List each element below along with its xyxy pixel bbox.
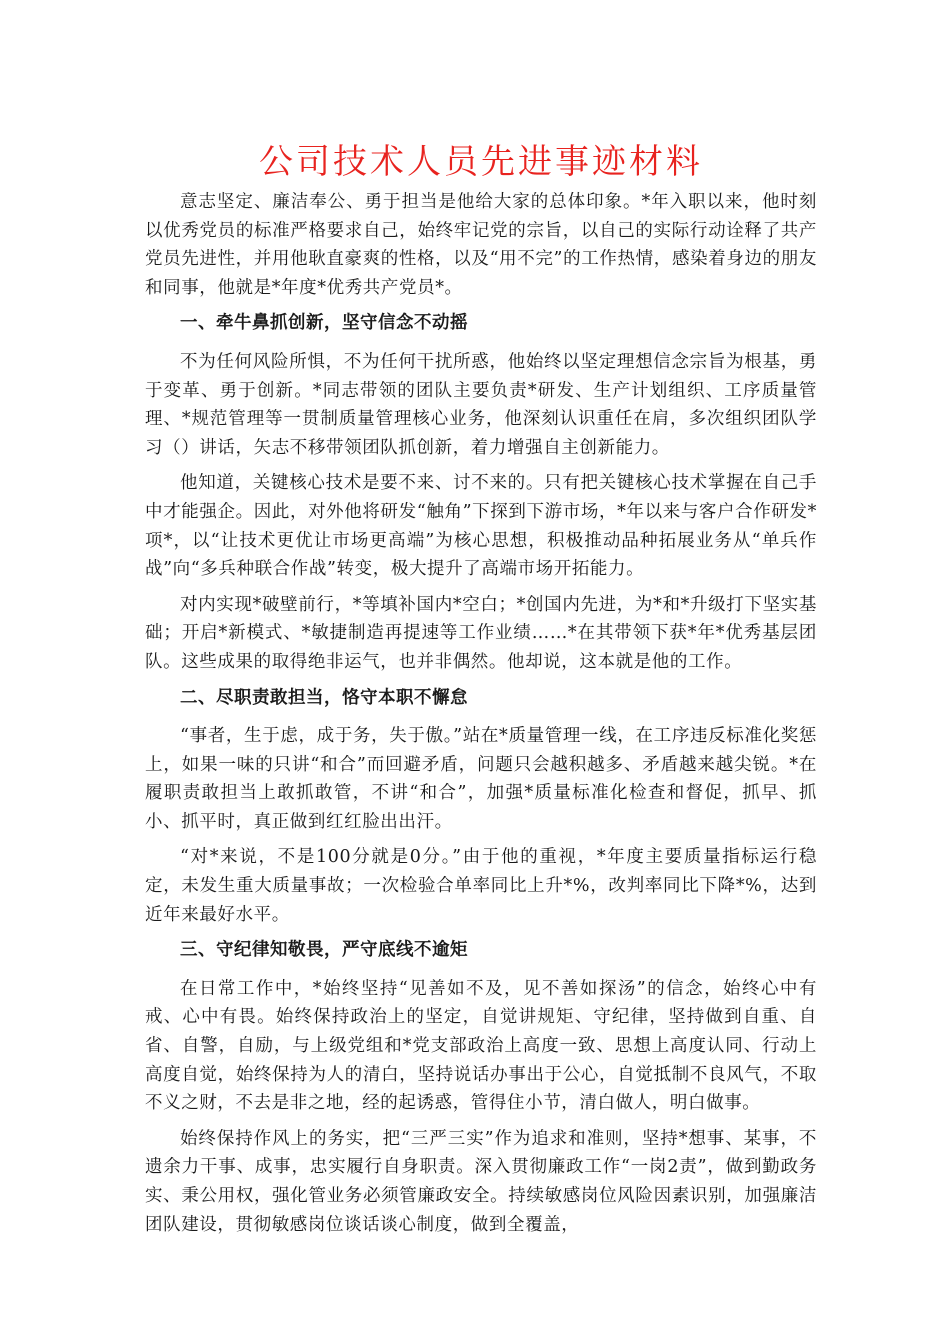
paragraph-intro: 意志坚定、廉洁奉公、勇于担当是他给大家的总体印象。*年入职以来，他时刻以优秀党员的标准严格要求自己，始终牢记党的宗旨，以自己的实际行动诠释了共产党员先进性，并用他耿直豪爽的性格，以及“用不完”的工作热情，感染着身边的朋友和同事，他就是*年度*优秀共产党员*。 <box>145 192 817 298</box>
paragraph: 始终保持作风上的务实，把“三严三实”作为追求和准则，坚持*想事、某事，不遗余力干事、成事，忠实履行自身职责。深入贯彻廉政工作“一岗2责”，做到勤政务实、秉公用权，强化管业务必须管廉政安全。持续敏感岗位风险因素识别，加强廉洁团队建设，贯彻敏感岗位谈话谈心制度，做到全覆盖， <box>145 1128 817 1235</box>
paragraph: 不为任何风险所惧，不为任何干扰所惑，他始终以坚定理想信念宗旨为根基，勇于变革、勇于创新。*同志带领的团队主要负责*研发、生产计划组织、工序质量管理、*规范管理等一贯制质量管理核心业务，他深刻认识重任在肩，多次组织团队学习（）讲话，矢志不移带领团队抓创新，着力增强自主创新能力。 <box>145 351 817 458</box>
document-page <box>145 140 817 1246</box>
section-heading-3: 三、守纪律知敬畏，严守底线不逾矩 <box>180 940 468 961</box>
paragraph: “对*来说，不是100分就是0分。”由于他的重视，*年度主要质量指标运行稳定，未发生重大质量事故；一次检验合单率同比上升*%，改判率同比下降*%，达到近年来最好水平。 <box>145 847 817 925</box>
section-heading-1: 一、牵牛鼻抓创新，坚守信念不动摇 <box>180 313 468 334</box>
paragraph: 对内实现*破壁前行，*等填补国内*空白；*创国内先进，为*和*升级打下坚实基础；开启*新模式、*敏捷制造再提速等工作业绩……*在其带领下获*年*优秀基层团队。这些成果的取得绝非运气，也并非偶然。他却说，这本就是他的工作。 <box>145 594 817 672</box>
section-heading-2: 二、尽职责敢担当，恪守本职不懈怠 <box>180 687 468 708</box>
paragraph: “事者，生于虑，成于务，失于傲。”站在*质量管理一线，在工序违反标准化奖惩上，如果一味的只讲“和合”而回避矛盾，问题只会越积越多、矛盾越来越尖锐。*在履职责敢担当上敢抓敢管，不讲“和合”，加强*质量标准化检查和督促，抓早、抓小、抓平时，真正做到红红脸出出汗。 <box>145 726 817 832</box>
paragraph: 他知道，关键核心技术是要不来、讨不来的。只有把关键核心技术掌握在自己手中才能强企。因此，对外他将研发“触角”下探到下游市场，*年以来与客户合作研发*项*，以“让技术更优让市场更高端”为核心思想，积极推动品种拓展业务从“单兵作战”向“多兵种联合作战”转变，极大提升了高端市场开拓能力。 <box>145 473 817 580</box>
paragraph: 在日常工作中，*始终坚持“见善如不及，见不善如探汤”的信念，始终心中有戒、心中有畏。始终保持政治上的坚定，自觉讲规矩、守纪律，坚持做到自重、自省、自警，自励，与上级党组和*党支部政治上高度一致、思想上高度认同、行动上高度自觉，始终保持为人的清白，坚持说话办事出于公心，自觉抵制不良风气，不取不义之财，不去是非之地，经的起诱惑，管得住小节，清白做人，明白做事。 <box>145 978 817 1114</box>
document-title: 公司技术人员先进事迹材料 <box>259 142 703 182</box>
